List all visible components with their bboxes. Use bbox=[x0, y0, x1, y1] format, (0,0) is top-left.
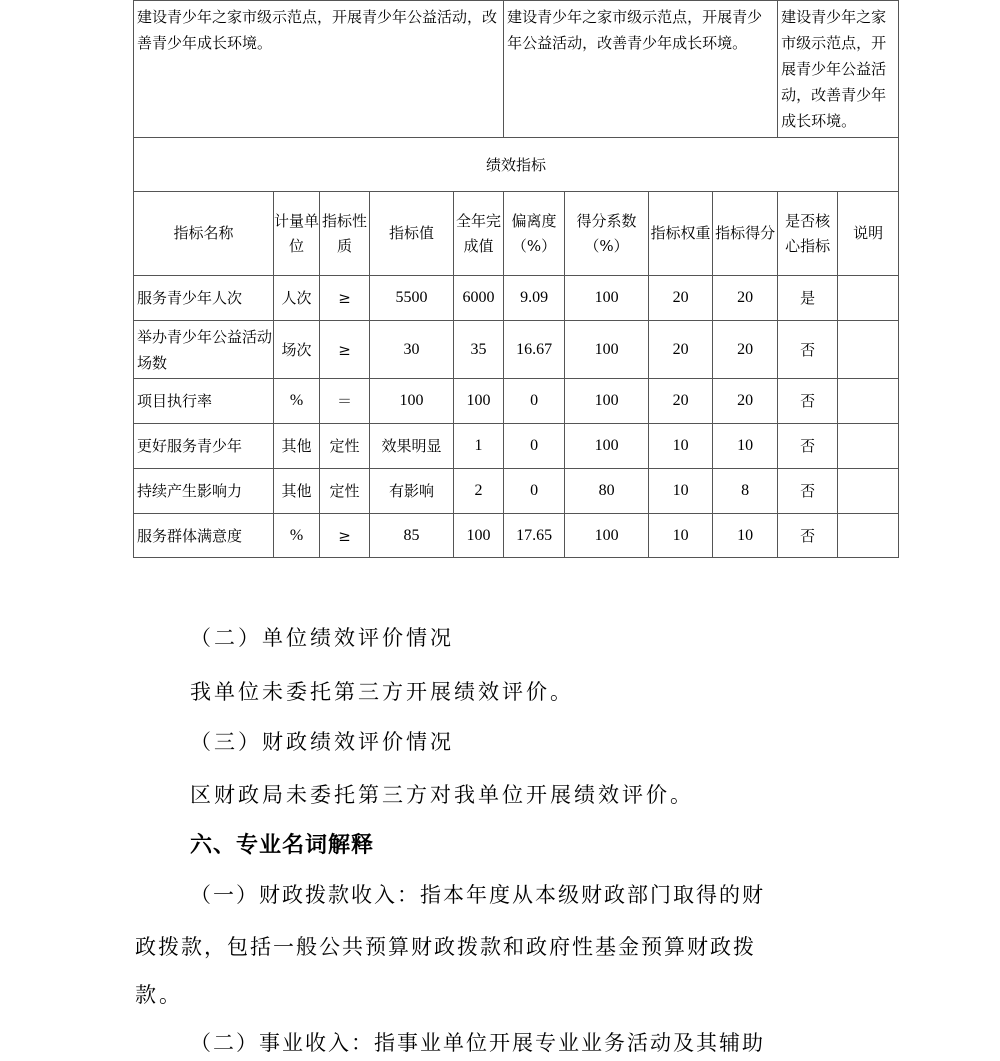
table-row bbox=[134, 276, 899, 321]
term-2-label: （二）事业收入： bbox=[190, 1031, 374, 1055]
cell-deviation: 0 bbox=[504, 424, 565, 469]
term-1-line-2: 政拨款，包括一般公共预算财政拨款和政府性基金预算财政拨 bbox=[135, 935, 756, 959]
cell-indicator-name: 服务青少年人次 bbox=[134, 276, 274, 321]
cell-coefficient: 100 bbox=[565, 321, 649, 379]
cell-nature: ≥ bbox=[320, 276, 370, 321]
goal-row bbox=[134, 1, 899, 138]
cell-target: 5500 bbox=[370, 276, 454, 321]
table-row bbox=[134, 469, 899, 514]
term-1-line-3: 款。 bbox=[135, 983, 183, 1007]
cell-core: 否 bbox=[778, 469, 838, 514]
cell-actual: 2 bbox=[454, 469, 504, 514]
cell-indicator-name: 持续产生影响力 bbox=[134, 469, 274, 514]
heading-terms: 六、专业名词解释 bbox=[190, 833, 375, 858]
table-row bbox=[134, 424, 899, 469]
cell-unit: 场次 bbox=[274, 321, 320, 379]
cell-unit: 其他 bbox=[274, 424, 320, 469]
cell-actual: 35 bbox=[454, 321, 504, 379]
cell-unit: 其他 bbox=[274, 469, 320, 514]
cell-coefficient: 80 bbox=[565, 469, 649, 514]
term-1-label: （一）财政拨款收入： bbox=[190, 883, 420, 907]
cell-coefficient: 100 bbox=[565, 379, 649, 424]
cell-deviation: 17.65 bbox=[504, 514, 565, 558]
cell-nature: 定性 bbox=[320, 424, 370, 469]
section-title: 绩效指标 bbox=[134, 138, 899, 192]
cell-core: 否 bbox=[778, 514, 838, 558]
cell-indicator-name: 服务群体满意度 bbox=[134, 514, 274, 558]
cell-actual: 100 bbox=[454, 514, 504, 558]
heading-finance-evaluation: （三）财政绩效评价情况 bbox=[190, 730, 454, 754]
cell-weight: 10 bbox=[649, 469, 713, 514]
cell-target: 效果明显 bbox=[370, 424, 454, 469]
cell-actual: 6000 bbox=[454, 276, 504, 321]
cell-score: 10 bbox=[713, 424, 778, 469]
header-score: 指标得分 bbox=[713, 192, 778, 276]
cell-target: 30 bbox=[370, 321, 454, 379]
cell-nature: 定性 bbox=[320, 469, 370, 514]
header-nature: 指标性质 bbox=[320, 192, 370, 276]
cell-note bbox=[838, 321, 899, 379]
cell-weight: 10 bbox=[649, 514, 713, 558]
cell-nature: ≥ bbox=[320, 514, 370, 558]
cell-deviation: 9.09 bbox=[504, 276, 565, 321]
header-indicator-name: 指标名称 bbox=[134, 192, 274, 276]
cell-unit: % bbox=[274, 379, 320, 424]
header-actual: 全年完成值 bbox=[454, 192, 504, 276]
cell-note bbox=[838, 276, 899, 321]
table-row bbox=[134, 321, 899, 379]
cell-note bbox=[838, 469, 899, 514]
paragraph-finance-evaluation: 区财政局未委托第三方对我单位开展绩效评价。 bbox=[190, 783, 694, 807]
cell-actual: 100 bbox=[454, 379, 504, 424]
cell-score: 20 bbox=[713, 379, 778, 424]
header-unit: 计量单位 bbox=[274, 192, 320, 276]
cell-weight: 20 bbox=[649, 276, 713, 321]
cell-score: 20 bbox=[713, 321, 778, 379]
header-target: 指标值 bbox=[370, 192, 454, 276]
header-row bbox=[134, 192, 899, 276]
cell-score: 10 bbox=[713, 514, 778, 558]
table-row bbox=[134, 379, 899, 424]
cell-unit: 人次 bbox=[274, 276, 320, 321]
cell-target: 100 bbox=[370, 379, 454, 424]
heading-unit-evaluation: （二）单位绩效评价情况 bbox=[190, 626, 454, 650]
goal-cell-3: 建设青少年之家市级示范点，开展青少年公益活动，改善青少年成长环境。 bbox=[778, 1, 899, 138]
header-weight: 指标权重 bbox=[649, 192, 713, 276]
cell-target: 有影响 bbox=[370, 469, 454, 514]
cell-actual: 1 bbox=[454, 424, 504, 469]
cell-coefficient: 100 bbox=[565, 514, 649, 558]
cell-deviation: 0 bbox=[504, 469, 565, 514]
cell-core: 否 bbox=[778, 424, 838, 469]
term-1-text: 指本年度从本级财政部门取得的财 bbox=[420, 883, 765, 907]
cell-score: 20 bbox=[713, 276, 778, 321]
cell-note bbox=[838, 424, 899, 469]
cell-weight: 20 bbox=[649, 379, 713, 424]
term-2-line-1 bbox=[190, 1027, 890, 1057]
cell-core: 否 bbox=[778, 379, 838, 424]
cell-note bbox=[838, 514, 899, 558]
header-deviation: 偏离度（%） bbox=[504, 192, 565, 276]
cell-unit: % bbox=[274, 514, 320, 558]
cell-coefficient: 100 bbox=[565, 424, 649, 469]
cell-indicator-name: 项目执行率 bbox=[134, 379, 274, 424]
header-core: 是否核心指标 bbox=[778, 192, 838, 276]
cell-score: 8 bbox=[713, 469, 778, 514]
cell-nature: ＝ bbox=[320, 379, 370, 424]
goal-cell-2: 建设青少年之家市级示范点，开展青少年公益活动，改善青少年成长环境。 bbox=[504, 1, 778, 138]
cell-nature: ≥ bbox=[320, 321, 370, 379]
cell-target: 85 bbox=[370, 514, 454, 558]
term-2-text: 指事业单位开展专业业务活动及其辅助 bbox=[374, 1031, 765, 1055]
cell-indicator-name: 举办青少年公益活动场数 bbox=[134, 321, 274, 379]
performance-table bbox=[133, 0, 899, 558]
cell-core: 是 bbox=[778, 276, 838, 321]
goal-cell-1: 建设青少年之家市级示范点，开展青少年公益活动，改善青少年成长环境。 bbox=[134, 1, 504, 138]
cell-coefficient: 100 bbox=[565, 276, 649, 321]
table-row bbox=[134, 514, 899, 558]
cell-core: 否 bbox=[778, 321, 838, 379]
header-note: 说明 bbox=[838, 192, 899, 276]
header-coefficient: 得分系数（%） bbox=[565, 192, 649, 276]
paragraph-unit-evaluation: 我单位未委托第三方开展绩效评价。 bbox=[190, 680, 574, 704]
term-1-line-1 bbox=[190, 879, 890, 909]
cell-deviation: 0 bbox=[504, 379, 565, 424]
cell-weight: 10 bbox=[649, 424, 713, 469]
cell-weight: 20 bbox=[649, 321, 713, 379]
cell-deviation: 16.67 bbox=[504, 321, 565, 379]
cell-note bbox=[838, 379, 899, 424]
cell-indicator-name: 更好服务青少年 bbox=[134, 424, 274, 469]
